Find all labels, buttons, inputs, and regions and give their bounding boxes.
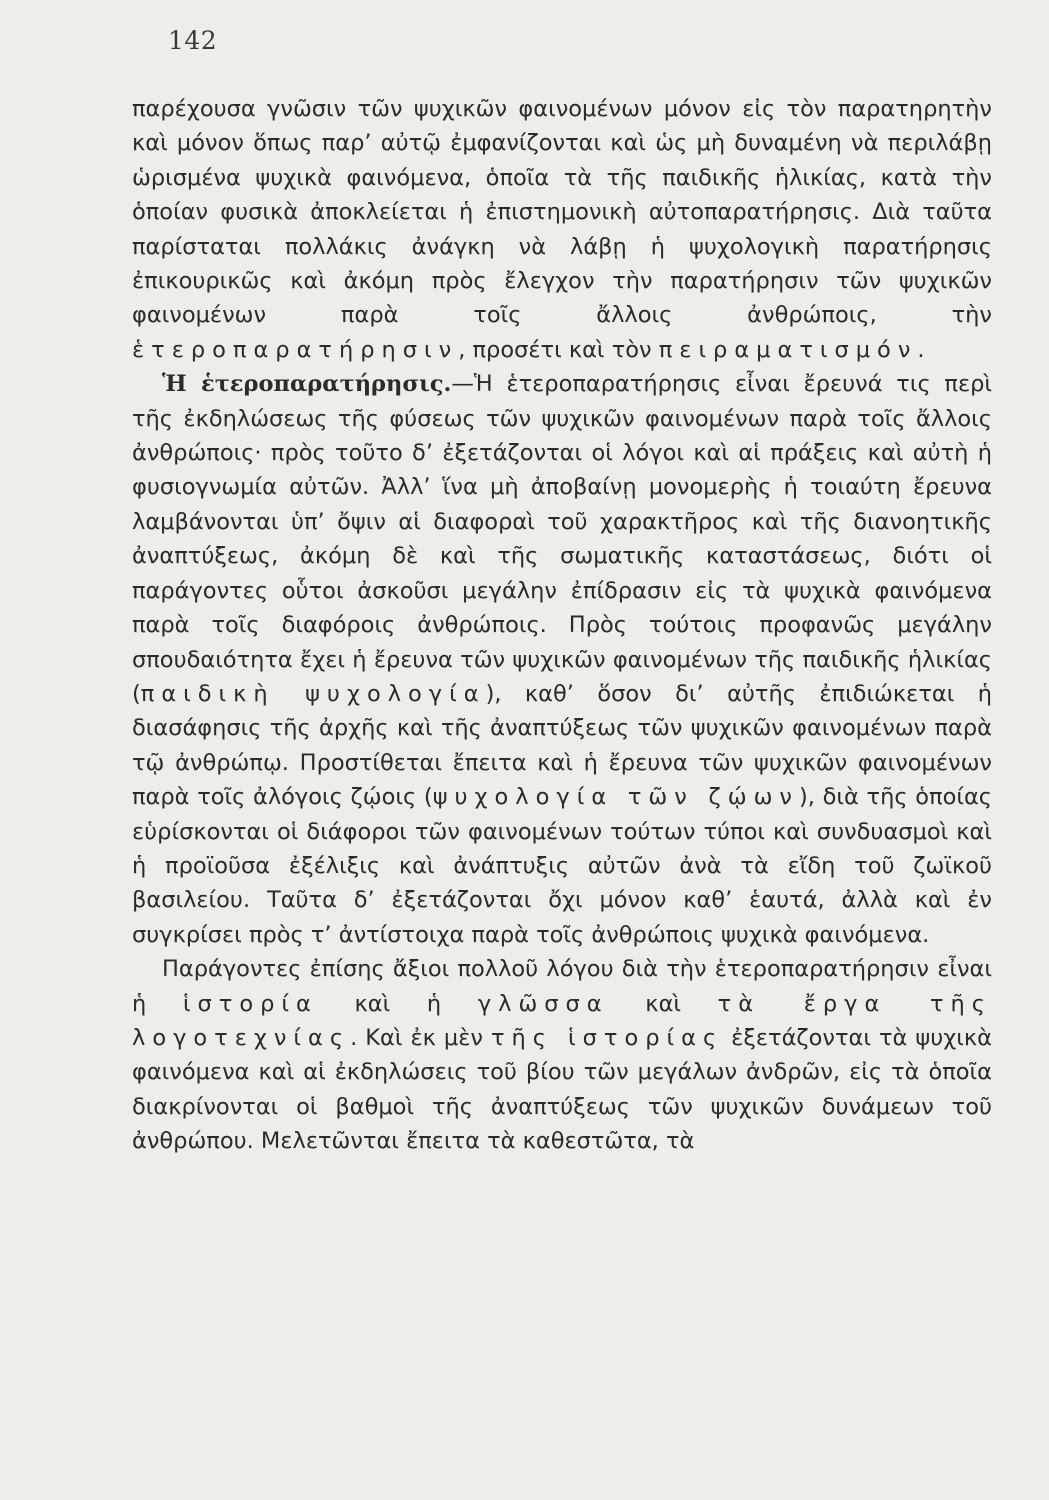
paragraph-text: .	[917, 336, 925, 363]
spaced-term: τῆς ἱστορίας	[491, 1024, 724, 1051]
paragraph-3	[132, 952, 992, 1158]
paragraph-text: Παράγοντες ἐπίσης ἄξιοι πολλοῦ λόγου διὰ τὴν ἑτεροπαρατήρησιν εἶναι ἡ	[132, 956, 992, 1017]
paragraph-text: , προσέτι καὶ τὸν	[458, 336, 659, 363]
paragraph-1	[132, 92, 992, 367]
section-heading: Ἡ ἑτεροπαρατήρησις.	[162, 371, 452, 398]
paragraph-text: ἐξετάζονται τὰ ψυχικὰ φαινόμενα καὶ αἱ ἐκδηλώσεις τοῦ βίου τῶν μεγάλων ἀνδρῶν, εἰς τὰ ὁποῖα διακρίνονται οἱ βαθμοὶ τῆς ἀναπτύξεως τῶν ψυχικῶν δυνάμεων τοῦ ἀνθρώπου. Μελετῶνται ἔπειτα τὰ καθεστῶτα, τὰ	[132, 1024, 992, 1155]
page-number: 142	[168, 26, 218, 55]
paragraph-text: ), καθ’ ὅσον δι’ αὐτῆς ἐπιδιώκεται ἡ διασάφησις τῆς ἀρχῆς καὶ τῆς ἀναπτύξεως τῶν ψυχικῶν φαινομένων παρὰ τῷ ἀνθρώπῳ. Προστίθεται ἔπειτα καὶ ἡ ἔρευνα τῶν ψυχικῶν φαινομένων παρὰ τοῖς ἀλόγοις ζῴοις (	[132, 680, 992, 811]
paragraph-text: —Ἡ ἑτεροπαρατήρησις εἶναι ἔρευνά τις περὶ τῆς ἐκδηλώσεως τῆς φύσεως τῶν ψυχικῶν φαινομένων παρὰ τοῖς ἄλλοις ἀνθρώποις· πρὸς τοῦτο δ’ ἐξετάζονται οἱ λόγοι καὶ αἱ πράξεις καὶ αὐτὴ ἡ φυσιογνωμία αὐτῶν. Ἀλλ’ ἵνα μὴ ἀποβαίνῃ μονομερὴς ἡ τοιαύτη ἔρευνα λαμβάνονται ὑπ’ ὄψιν αἱ διαφοραὶ τοῦ χαρακτῆρος καὶ τῆς διανοητικῆς ἀναπτύξεως, ἀκόμη δὲ καὶ τῆς σωματικῆς καταστάσεως, διότι οἱ παράγοντες οὗτοι ἀσκοῦσι μεγάλην ἐπίδρασιν εἰς τὰ ψυχικὰ φαινόμενα παρὰ τοῖς διαφόροις ἀνθρώποις. Πρὸς τούτοις προφανῶς μεγάλην σπουδαιότητα ἔχει ἡ ἔρευνα τῶν ψυχικῶν φαινομένων τῆς παιδικῆς ἡλικίας (	[132, 371, 993, 707]
spaced-term: παιδικὴ ψυχολογία	[140, 680, 486, 707]
spaced-term: ἑτεροπαρατήρησιν	[132, 336, 459, 363]
spaced-term: ψυχολογία τῶν ζῴων	[432, 784, 800, 811]
spaced-term: τὰ ἔργα τῆς λογοτεχνίας	[132, 990, 992, 1051]
paragraph-2	[132, 367, 992, 952]
body-text	[132, 92, 992, 1159]
paragraph-text: καὶ ἡ	[317, 990, 478, 1017]
spaced-term: πειραματισμόν	[658, 336, 918, 363]
paragraph-text: . Καὶ ἐκ μὲν	[350, 1024, 491, 1051]
paragraph-text: παρέχουσα γνῶσιν τῶν ψυχικῶν φαινομένων μόνον εἰς τὸν παρατηρητὴν καὶ μόνον ὅπως παρ’ αὐτῷ ἐμφανίζονται καὶ ὡς μὴ δυναμένη νὰ περιλάβῃ ὡρισμένα ψυχικὰ φαινόμενα, ὁποῖα τὰ τῆς παιδικῆς ἡλικίας, κατὰ τὴν ὁποίαν φυσικὰ ἀποκλείεται ἡ ἐπιστημονικὴ αὐτοπαρατήρησις. Διὰ ταῦτα παρίσταται πολλάκις ἀνάγκη νὰ λάβῃ ἡ ψυχολογικὴ παρατήρησις ἐπικουρικῶς καὶ ἀκόμη πρὸς ἔλεγχον τὴν παρατήρησιν τῶν ψυχικῶν φαινομένων παρὰ τοῖς ἄλλοις ἀνθρώποις, τὴν	[132, 96, 992, 329]
spaced-term: γλῶσσα	[477, 990, 609, 1017]
paragraph-text: καὶ	[608, 990, 718, 1017]
paragraph-text: ), διὰ τῆς ὁποίας εὑρίσκονται οἱ διάφοροι τῶν φαινομένων τούτων τύποι καὶ συνδυασμοὶ καὶ ἡ προϊοῦσα ἐξέλιξις καὶ ἀνάπτυξις αὐτῶν ἀνὰ τὰ εἴδη τοῦ ζωϊκοῦ βασιλείου. Ταῦτα δ’ ἐξετάζονται ὄχι μόνον καθ’ ἑαυτά, ἀλλὰ καὶ ἐν συγκρίσει πρὸς τ’ ἀντίστοιχα παρὰ τοῖς ἀνθρώποις ψυχικὰ φαινόμενα.	[132, 784, 992, 948]
spaced-term: ἱστορία	[182, 990, 318, 1017]
